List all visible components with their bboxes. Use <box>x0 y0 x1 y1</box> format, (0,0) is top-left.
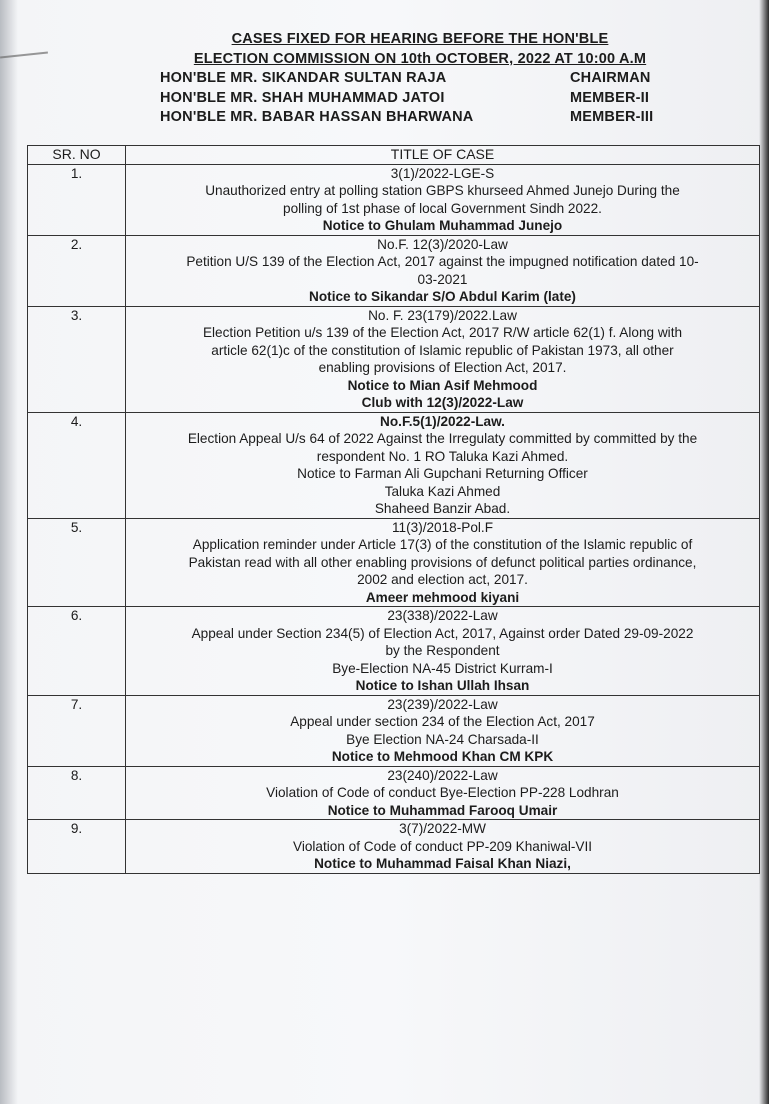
case-text-line: Application reminder under Article 17(3) of the constitution of the Islamic republic of <box>192 537 693 552</box>
case-number: 23(338)/2022-Law <box>387 608 498 623</box>
case-text-line: Ameer mehmood kiyani <box>365 589 520 605</box>
bench-member-name: HON'BLE MR. SIKANDAR SULTAN RAJA <box>160 70 447 86</box>
table-header-row <box>28 146 760 165</box>
table-row <box>28 695 760 766</box>
table-row <box>28 164 760 235</box>
case-text-line: Notice to Ishan Ullah Ihsan <box>355 678 530 693</box>
bench-member-name: HON'BLE MR. SHAH MUHAMMAD JATOI <box>160 89 445 106</box>
bench-member-role: MEMBER-III <box>570 109 654 125</box>
case-text-line: 2002 and election act, 2017. <box>357 572 528 587</box>
case-text-line: Election Petition u/s 139 of the Election Act, 2017 R/W article 62(1) f. Along with <box>202 325 683 340</box>
case-text-line: polling of 1st phase of local Government Sindh 2022. <box>283 200 602 216</box>
header-date-line: ELECTION COMMISSION ON 10th OCTOBER, 2022 AT 10:00 A.M <box>193 50 647 67</box>
case-serial-number: 4. <box>28 412 126 518</box>
case-details <box>126 607 760 696</box>
case-text-line: Unauthorized entry at polling station GBPS khurseed Ahmed Junejo During the <box>205 183 680 198</box>
table-body <box>28 164 760 873</box>
case-text-line: Bye-Election NA-45 District Kurram-I <box>332 660 553 676</box>
case-details <box>126 235 760 306</box>
case-number: 3(1)/2022-LGE-S <box>390 165 495 181</box>
case-serial-number: 3. <box>28 306 126 412</box>
table-row <box>28 766 760 820</box>
cases-table <box>27 145 760 874</box>
case-text-line: Taluka Kazi Ahmed <box>384 483 501 499</box>
bench-member-role: CHAIRMAN <box>570 70 651 86</box>
bench-member <box>160 89 680 109</box>
case-text-line: Appeal under Section 234(5) of Election Act, 2017, Against order Dated 29-09-2022 <box>191 625 694 641</box>
case-text-line: Bye Election NA-24 Charsada-II <box>346 731 539 747</box>
column-header-title: TITLE OF CASE <box>126 146 760 165</box>
case-text-line: Violation of Code of conduct Bye-Election PP-228 Lodhran <box>266 785 619 800</box>
header-title: CASES FIXED FOR HEARING BEFORE THE HON'BLE <box>231 31 609 47</box>
case-text-line: Club with 12(3)/2022-Law <box>361 395 524 410</box>
case-text-line: article 62(1)c of the constitution of Islamic republic of Pakistan 1973, all other <box>211 342 674 358</box>
column-header-sr-no: SR. NO <box>28 146 126 165</box>
case-text-line: Notice to Mehmood Khan CM KPK <box>331 749 554 764</box>
case-text-line: Pakistan read with all other enabling provisions of defunct political parties ordinance, <box>188 554 697 570</box>
case-number: 23(239)/2022-Law <box>387 696 498 712</box>
case-text-line: Notice to Sikandar S/O Abdul Karim (late) <box>309 289 576 304</box>
case-number: No.F.5(1)/2022-Law. <box>380 413 505 429</box>
case-number: 11(3)/2018-Pol.F <box>392 519 493 535</box>
table-row <box>28 412 760 518</box>
case-details <box>126 766 760 820</box>
case-number: No.F. 12(3)/2020-Law <box>377 236 508 252</box>
case-serial-number: 9. <box>28 820 126 874</box>
bench-member-role: MEMBER-II <box>570 89 650 106</box>
table-row <box>28 518 760 607</box>
case-serial-number: 1. <box>28 164 126 235</box>
bench-member <box>160 69 680 89</box>
case-serial-number: 5. <box>28 518 126 607</box>
bench-member-name: HON'BLE MR. BABAR HASSAN BHARWANA <box>160 109 474 125</box>
case-text-line: Notice to Muhammad Farooq Umair <box>327 802 558 818</box>
table-row <box>28 607 760 696</box>
case-serial-number: 6. <box>28 607 126 696</box>
case-text-line: Appeal under section 234 of the Election Act, 2017 <box>290 714 595 729</box>
case-text-line: Notice to Farman Ali Gupchani Returning Officer <box>297 466 588 481</box>
case-serial-number: 2. <box>28 235 126 306</box>
page-shadow-right <box>759 0 769 1104</box>
table-row <box>28 306 760 412</box>
case-details <box>126 820 760 874</box>
case-text-line: Election Appeal U/s 64 of 2022 Against the Irregulaty committed by committed by the <box>187 431 698 446</box>
case-text-line: respondent No. 1 RO Taluka Kazi Ahmed. <box>316 448 569 464</box>
case-details <box>126 412 760 518</box>
case-details <box>126 306 760 412</box>
case-text-line: Notice to Muhammad Faisal Khan Niazi, <box>314 856 571 871</box>
case-text-line: Petition U/S 139 of the Election Act, 2017 against the impugned notification dated 10- <box>186 254 699 269</box>
case-number: No. F. 23(179)/2022.Law <box>368 307 517 323</box>
case-text-line: Notice to Mian Asif Mehmood <box>347 377 538 393</box>
case-number: 23(240)/2022-Law <box>387 767 498 783</box>
table-row <box>28 235 760 306</box>
case-number: 3(7)/2022-MW <box>399 821 486 836</box>
case-text-line: enabling provisions of Election Act, 2017. <box>318 360 567 375</box>
case-details <box>126 518 760 607</box>
case-text-line: by the Respondent <box>385 643 500 658</box>
case-details <box>126 164 760 235</box>
page-shadow-left <box>0 0 18 1104</box>
bench-member <box>160 108 680 128</box>
case-text-line: Notice to Ghulam Muhammad Junejo <box>322 218 563 233</box>
case-serial-number: 8. <box>28 766 126 820</box>
case-text-line: Violation of Code of conduct PP-209 Khaniwal-VII <box>293 838 592 854</box>
case-serial-number: 7. <box>28 695 126 766</box>
case-text-line: 03-2021 <box>417 271 468 287</box>
case-details <box>126 695 760 766</box>
document-header <box>160 30 680 128</box>
case-text-line: Shaheed Banzir Abad. <box>374 501 511 516</box>
table-row <box>28 820 760 874</box>
